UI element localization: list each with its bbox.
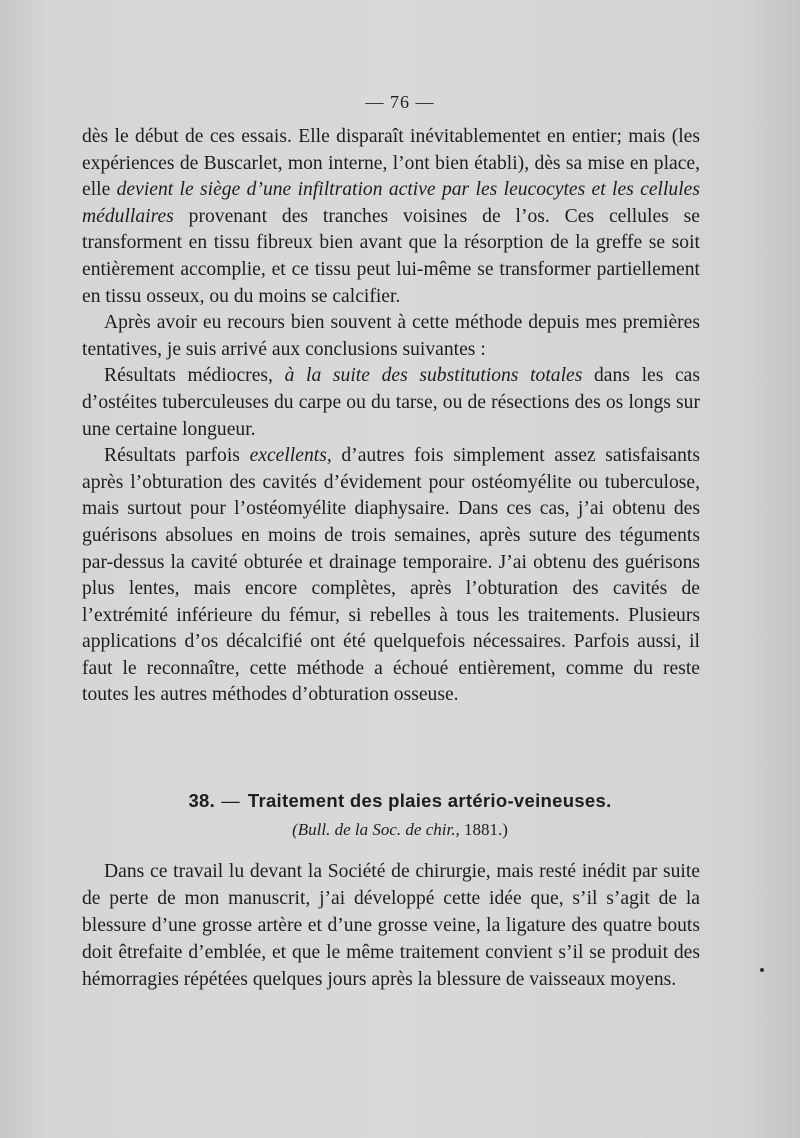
- text-run: dans les cas d’ostéites tuberculeuses du carpe ou du tarse, ou de résections des os longs sur une certaine longueur.: [82, 365, 701, 440]
- italic-text-run: à la suite des substitutions totales: [284, 365, 583, 387]
- italic-text-run: devient le siège d’une infiltration active par les leucocytes et les cellules médullaires: [82, 179, 700, 227]
- text-run: Résultats médiocres,: [104, 365, 285, 387]
- text-run: Après avoir eu recours bien souvent à cette méthode depuis mes premières tentatives, je suis arrivé aux conclusions suivantes :: [82, 312, 700, 360]
- margin-mark: [760, 968, 764, 972]
- section-heading: [0, 790, 800, 812]
- section-body: [82, 858, 700, 993]
- section-dash: —: [221, 790, 240, 811]
- paragraph: [82, 310, 700, 363]
- citation-source: (Bull. de la Soc. de chir.,: [292, 820, 460, 839]
- paragraph: [82, 124, 700, 310]
- text-run: provenant des tranches voisines de l’os. Ces cellules se transforment en tissu fibreux bien avant que la résorption de la greffe se soit entièrement accomplie, et ce tissu peut lui-même se transformer partiellement en tissu osseux, ou du moins se calcifier.: [82, 205, 700, 307]
- section-number: 38.: [188, 790, 216, 811]
- body-text: [82, 124, 700, 709]
- citation-year: 1881.): [463, 820, 508, 839]
- paragraph: [82, 363, 700, 443]
- section-title: Traitement des plaies artério-veineuses.: [247, 790, 612, 811]
- text-run: d’autres fois simplement assez satisfaisants après l’obturation des cavités d’évidement pour ostéomyélite ou tuberculose, mais surtout pour l’ostéomyélite diaphysaire. Dans ces cas, j’ai obtenu des guérisons absolues en moins de trois semaines, après suture des téguments par-dessus la cavité obturée et drainage temporaire. J’ai obtenu des guérisons plus lentes, mais encore complètes, après l’obturation des cavités de l’extrémité inférieure du fémur, si rebelles à tous les traitements. Plusieurs applications d’os décalcifié ont été quelquefois nécessaires. Parfois aussi, il faut le reconnaître, cette méthode a échoué entièrement, comme du reste toutes les autres méthodes d’obturation osseuse.: [82, 445, 700, 706]
- section-citation: [0, 820, 800, 840]
- text-run: Résultats parfois: [104, 445, 250, 467]
- paragraph: [82, 443, 700, 709]
- italic-text-run: excellents,: [249, 445, 332, 467]
- text-run: dès le début de ces essais. Elle disparaît inévitablementet en entier; mais (les expériences de Buscarlet, mon interne, l’ont bien établi), dès sa mise en place, elle: [82, 126, 700, 201]
- page-number: — 76 —: [365, 92, 435, 112]
- paragraph: Dans ce travail lu devant la Société de chirurgie, mais resté inédit par suite de perte de mon manuscrit, j’ai développé cette idée que, s’il s’agit de la blessure d’une grosse artère et d’une grosse veine, la ligature des quatre bouts doit êtrefaite d’emblée, et que le même traitement convient s’il se produit des hémorragies répétées quelques jours après la blessure de vaisseaux moyens.: [82, 861, 700, 990]
